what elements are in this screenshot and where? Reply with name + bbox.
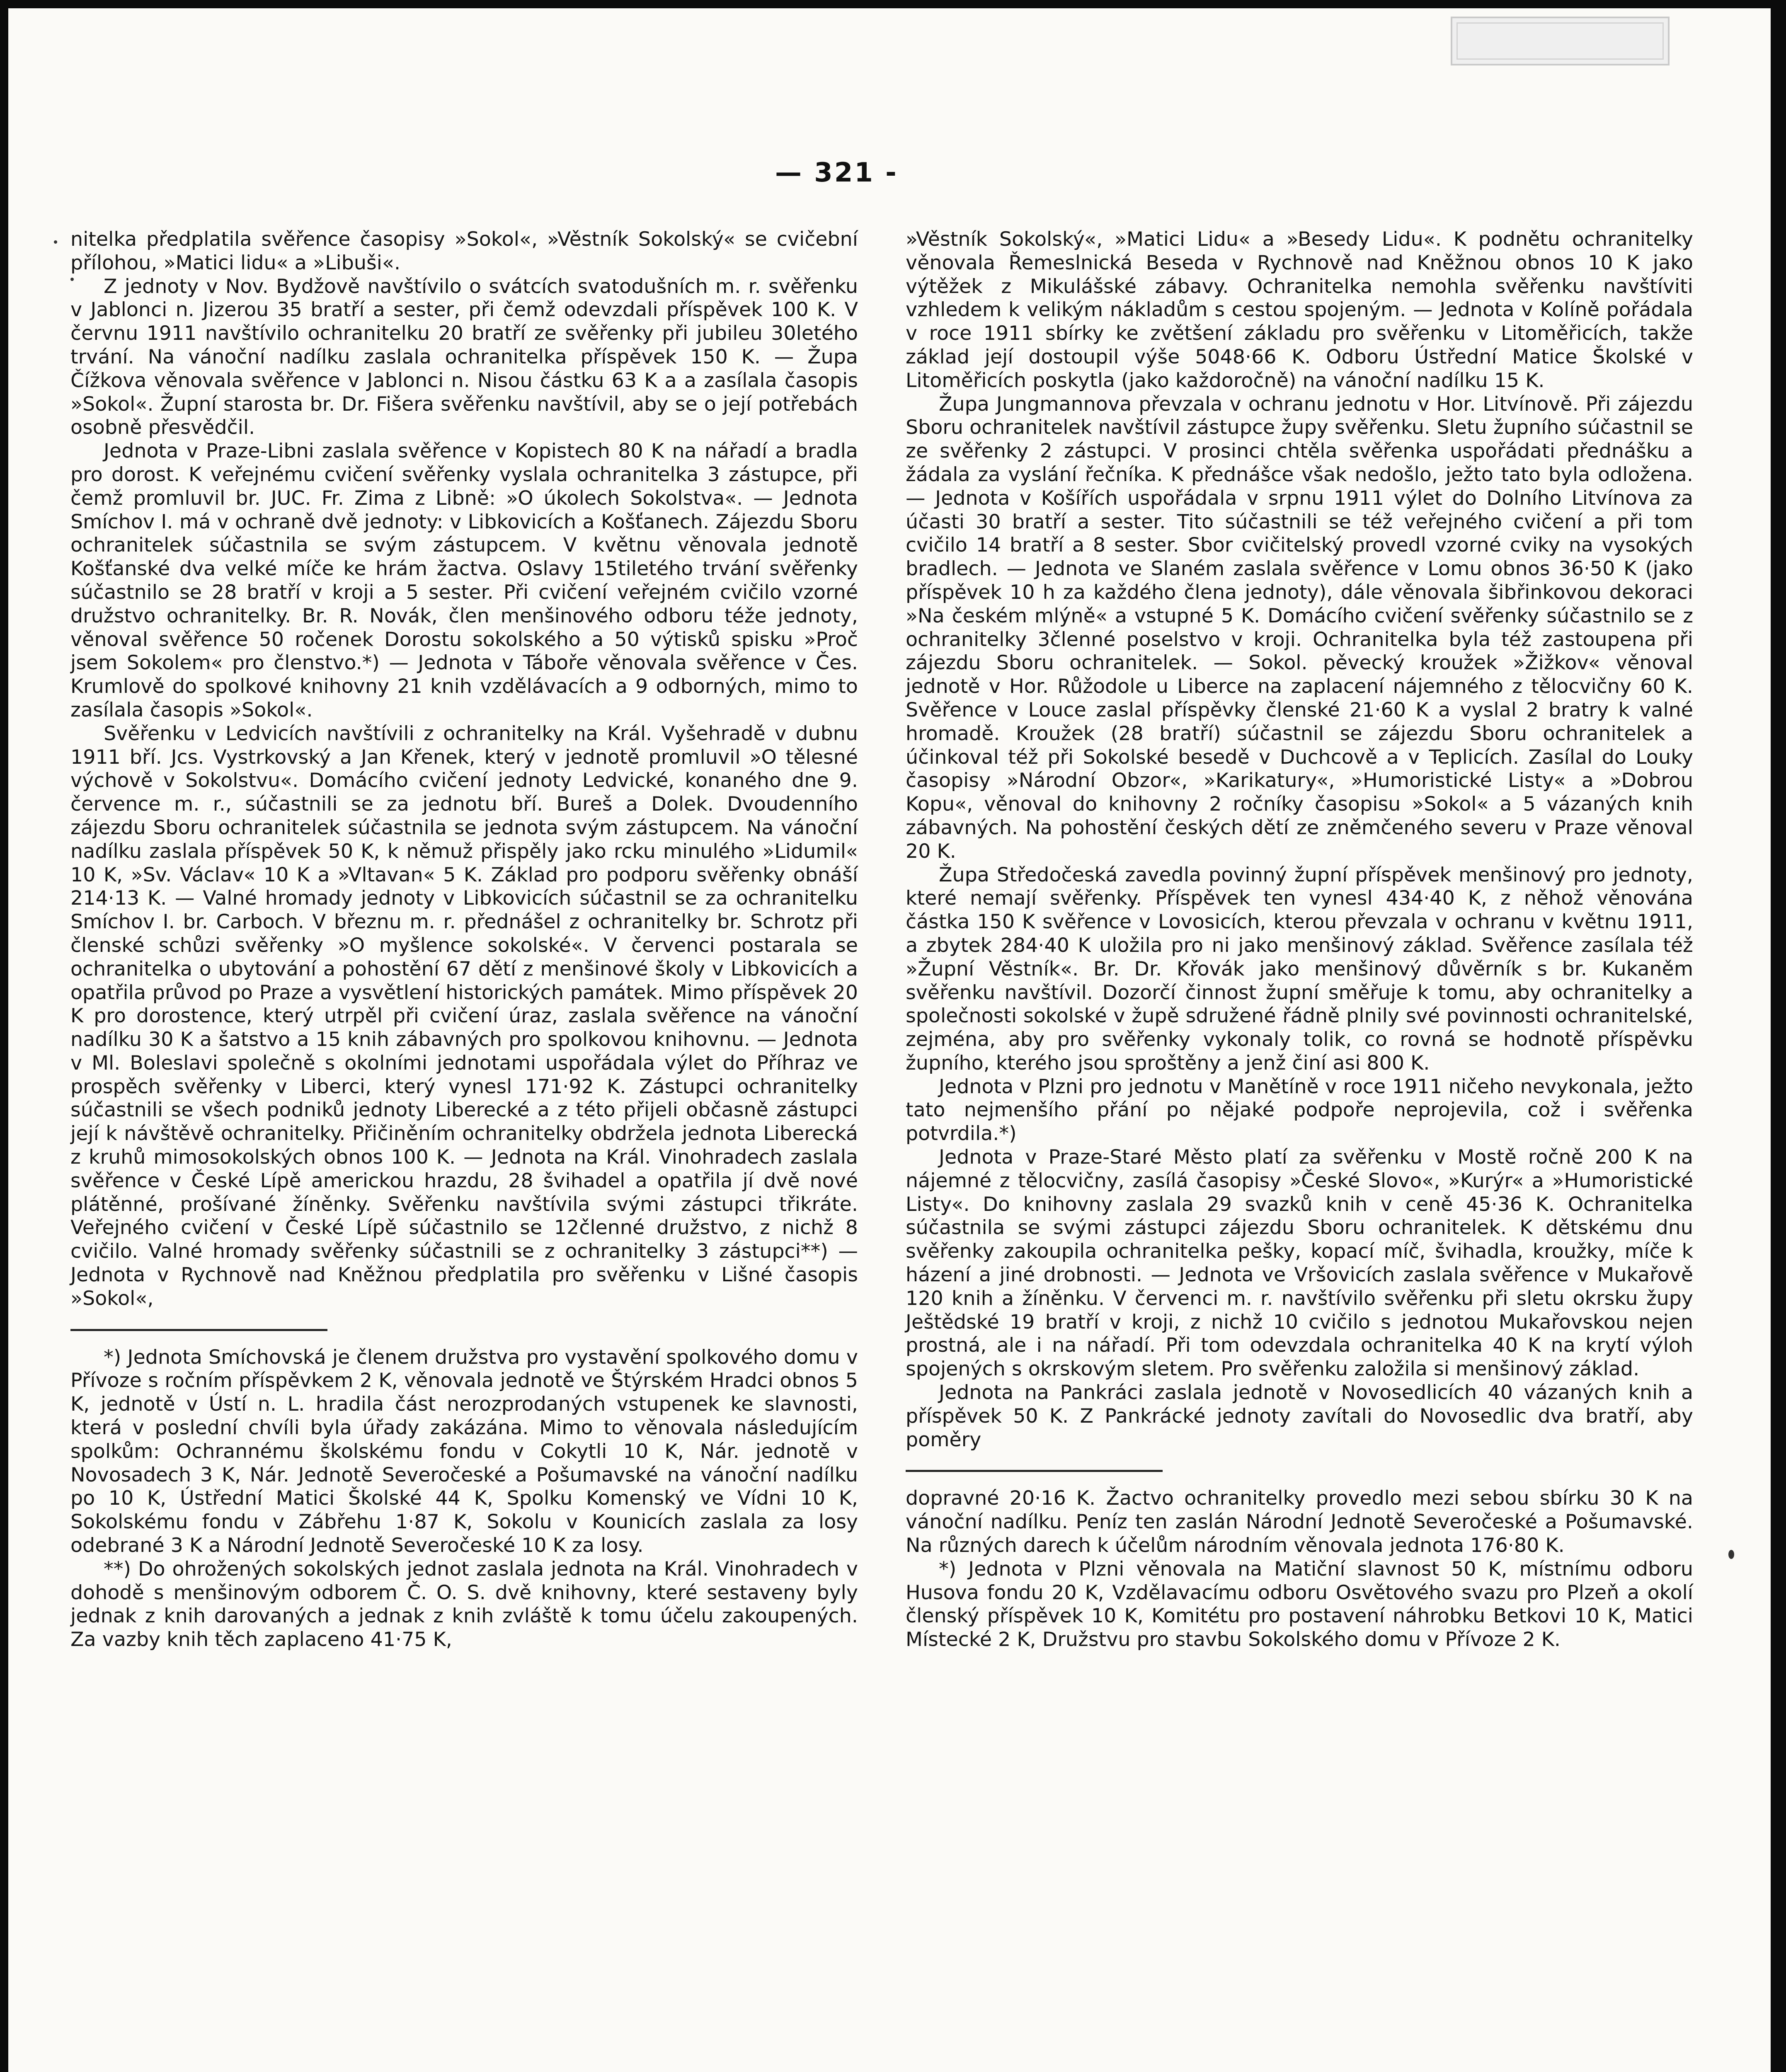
footnote-rule: [70, 1329, 327, 1331]
paragraph: Jednota na Pankráci zaslala jednotě v Novosedlicích 40 vázaných knih a příspěvek 50 K. Z Pankrácké jednoty zavítali do Novosedlic dva bratří, aby poměry: [906, 1381, 1693, 1451]
margin-mark: [54, 240, 57, 244]
paragraph: »Věstník Sokolský«, »Matici Lidu« a »Besedy Lidu«. K podnětu ochranitelky věnovala Řemeslnická Beseda v Rychnově nad Kněžnou obnos 10 K jako výtěžek z Mikulášské zábavy. Ochranitelka nemohla svěřenku navštíviti vzhledem k velikým nákladům s cestou spojeným. — Jednota v Kolíně pořádala v roce 1911 sbírky ke zvětšení základu pro svěřenku v Litoměřicích, takže základ její dostoupil výše 5048·66 K. Odboru Ústřední Matice Školské v Litoměřicích poskytla (jako každoročně) na vánoční nadílku 15 K.: [906, 228, 1693, 392]
paragraph: Jednota v Plzni pro jednotu v Manětíně v roce 1911 ničeho nevykonala, ježto tato nejmenšího přání po nějaké podpoře neprojevila, což i svěřenka potvrdila.*): [906, 1075, 1693, 1145]
paragraph: Z jednoty v Nov. Bydžově navštívilo o svátcích svatodušních m. r. svěřenku v Jablonci n. Jizerou 35 bratří a sester, při čemž odevzdali příspěvek 100 K. V červnu 1911 navštívilo ochranitelku 20 bratří ze svěřenky při jubileu 30letého trvání. Na vánoční nadílku zaslala ochranitelka příspěvek 150 K. — Župa Čížkova věnovala svěřence v Jablonci n. Nisou částku 63 K a a zasílala časopis »Sokol«. Župní starosta br. Dr. Fišera svěřenku navštívil, aby se o její potřebách osobně přesvědčil.: [70, 275, 858, 439]
footnote: **) Do ohrožených sokolských jednot zaslala jednota na Král. Vinohradech v dohodě s menšinovým odborem Č. O. S. dvě knihovny, které sestaveny byly jednak z knih darovaných a jednak z knih zvláště k tomu účelu zakoupených. Za vazby knih těch zaplaceno 41·75 K,: [70, 1557, 858, 1651]
page-number: — 321 -: [775, 157, 898, 188]
right-footnotes: [906, 1487, 1693, 1652]
library-stamp: [1451, 17, 1670, 65]
paragraph: Župa Jungmannova převzala v ochranu jednotu v Hor. Litvínově. Při zájezdu Sboru ochranitelek navštívil zástupce župy svěřenku. Sletu župního súčastnil se ze svěřenky 2 zástupci. V prosinci chtěla svěřenka uspořádati přednášku a žádala za vyslání řečníka. K přednášce však nedošlo, ježto tato byla odložena. — Jednota v Košířích uspořádala v srpnu 1911 výlet do Dolního Litvínova za účasti 30 bratří a sester. Tito súčastnili se též veřejného cvičení a při tom cvičilo 14 bratří a 8 sester. Sbor cvičitelský provedl vzorné cviky na vysokých bradlech. — Jednota ve Slaném zaslala svěřence v Lomu obnos 36·50 K (jako příspěvek 10 h za každého člena jednoty), dále věnovala šibřinkovou dekoraci »Na českém mlýně« a vstupné 5 K. Domácího cvičení svěřenky súčastnilo se z ochranitelky 3členné poselstvo v kroji. Ochranitelka byla též zastoupena při zájezdu Sboru ochranitelek. — Sokol. pěvecký kroužek »Žižkov« věnoval jednotě v Hor. Růžodole u Liberce na zaplacení nájemného z tělocvičny 60 K. Svěřence v Louce zaslal příspěvky členské 21·60 K a vyslal 2 bratry k valné hromadě. Kroužek (28 bratří) súčastnil se zájezdu Sboru ochranitelek a účinkoval též při Sokolské besedě v Duchcově a v Teplicích. Zasílal do Louky časopisy »Národní Obzor«, »Karikatury«, »Humoristické Listy« a »Dobrou Kopu«, věnoval do knihovny 2 ročníky časopisu »Sokol« a 5 vázaných knih zábavných. Na pohostění českých dětí ze zněmčeného severu v Praze věnoval 20 K.: [906, 392, 1693, 863]
paragraph: Jednota v Praze-Libni zaslala svěřence v Kopistech 80 K na nářadí a bradla pro dorost. K veřejnému cvičení svěřenky vyslala ochranitelka 3 zástupce, při čemž promluvil br. JUC. Fr. Zima z Libně: »O úkolech Sokolstva«. — Jednota Smíchov I. má v ochraně dvě jednoty: v Libkovicích a Košťanech. Zájezdu Sboru ochranitelek súčastnila se svým zástupcem. V květnu věnovala jednotě Košťanské dva velké míče ke hrám žactva. Oslavy 15tiletého trvání svěřenky súčastnilo se 28 bratří v kroji a 5 sester. Při cvičení veřejném cvičilo vzorné družstvo ochranitelky. Br. R. Novák, člen menšinového odboru téže jednoty, věnoval svěřence 50 ročenek Dorostu sokolského a 50 výtisků spisku »Proč jsem Sokolem« pro členstvo.*) — Jednota v Táboře věnovala svěřence v Čes. Krumlově do spolkové knihovny 21 knih vzdělávacích a 9 odborných, mimo to zasílala časopis »Sokol«.: [70, 440, 858, 721]
paragraph: Svěřenku v Ledvicích navštívili z ochranitelky na Král. Vyšehradě v dubnu 1911 bří. Jcs. Vystrkovský a Jan Křenek, který v jednotě promluvil »O tělesné výchově v Sokolstvu«. Domácího cvičení jednoty Ledvické, konaného dne 9. července m. r., súčastnili se za jednotu bří. Bureš a Dolek. Dvoudenního zájezdu Sboru ochranitelek súčastnila se jednota svým zástupcem. Na vánoční nadílku zaslala příspěvek 50 K, k němuž přispěly jako rcku minulého »Lidumil« 10 K, »Sv. Václav« 10 K a »Vltavan« 5 K. Základ pro podporu svěřenky obnáší 214·13 K. — Valné hromady jednoty v Libkovicích súčastnil se za ochranitelku Smíchov I. br. Carboch. V březnu m. r. přednášel z ochranitelky br. Schrotz při členské schůzi svěřenky »O myšlence sokolské«. V červenci postarala se ochranitelka o ubytování a pohostění 67 dětí z menšinové školy v Libkovicích a opatřila průvod po Praze a vysvětlení historických památek. Mimo příspěvek 20 K pro dorostence, který utrpěl při cvičení úraz, zaslala svěřence na vánoční nadílku 30 K a šatstvo a 15 knih zábavných pro spolkovou knihovnu. — Jednota v Ml. Boleslavi společně s okolními jednotami uspořádala výlet do Příhraz ve prospěch svěřenky v Liberci, který vynesl 171·92 K. Zástupci ochranitelky súčastnili se všech podniků jednoty Liberecké a z této přijeli občasně zástupci její k návštěvě ochranitelky. Přičiněním ochranitelky obdržela jednota Liberecká z kruhů mimosokolských obnos 100 K. — Jednota na Král. Vinohradech zaslala svěřence v České Lípě americkou hrazdu, 28 švihadel a opatřila jí dvě nové plátěnné, prošívané žíněnky. Svěřenku navštívila svými zástupci třikráte. Veřejného cvičení v České Lípě súčastnilo se 12členné družstvo, z nichž 8 cvičilo. Valné hromady svěřenky súčastnili se z ochranitelky 3 zástupci**) — Jednota v Rychnově nad Kněžnou předplatila pro svěřenku v Lišné časopis »Sokol«,: [70, 722, 858, 1310]
right-column: [906, 228, 1693, 1652]
binding-hole: [1728, 1550, 1734, 1559]
paragraph: Jednota v Praze-Staré Město platí za svěřenku v Mostě ročně 200 K na nájemné z tělocvičny, zasílá časopisy »České Slovo«, »Kurýr« a »Humoristické Listy«. Do knihovny zaslala 29 svazků knih v ceně 45·36 K. Ochranitelka súčastnila se svými zástupci zájezdu Sboru ochranitelek. K dětskému dnu svěřenky zakoupila ochranitelka pešky, kopací míč, švihadla, kroužky, míče k házení a jiné drobnosti. — Jednota ve Vršovicích zaslala svěřence v Mukařově 120 knih a žíněnku. V červenci m. r. navštívilo svěřenku při sletu okrsku župy Ještědské 19 bratří v kroji, z nichž 10 cvičilo s jednotou Mukařovskou nejen prostná, ale i na nářadí. Při tom odevzdala ochranitelka 40 K na krytí výloh spojených s okrskovým sletem. Pro svěřenku založila si menšinový základ.: [906, 1146, 1693, 1381]
footnote: *) Jednota v Plzni věnovala na Matiční slavnost 50 K, místnímu odboru Husova fondu 20 K, Vzdělavacímu odboru Osvětového svazu pro Plzeň a okolí členský příspěvek 10 K, Komitétu pro postavení náhrobku Betkovi 10 K, Matici Místecké 2 K, Družstvu pro stavbu Sokolského domu v Přívoze 2 K.: [906, 1557, 1693, 1651]
left-column: [70, 228, 858, 1652]
footnote-rule: [906, 1470, 1163, 1472]
scanned-page: [8, 8, 1771, 2072]
paragraph: nitelka předplatila svěřence časopisy »Sokol«, »Věstník Sokolský« se cvičební přílohou, »Matici lidu« a »Libuši«.: [70, 228, 858, 274]
left-footnotes: [70, 1346, 858, 1652]
paragraph: Župa Středočeská zavedla povinný župní příspěvek menšinový pro jednoty, které nemají svěřenky. Příspěvek ten vynesl 434·40 K, z něhož věnována částka 150 K svěřence v Lovosicích, kterou převzala v ochranu v květnu 1911, a zbytek 284·40 K uložila pro ni jako menšinový základ. Svěřence zasílala též »Župní Věstník«. Br. Dr. Křovák jako menšinový důvěrník s br. Kukaněm svěřenku navštívil. Dozorčí činnost župní směřuje k tomu, aby ochranitelky a společnosti sokolské v župě sdružené řádně plnily své povinnosti ochranitelské, zejména, aby pro svěřenky vykonaly tolik, co rovná se hodnotě příspěvku župního, kterého jsou sproštěny a jenž činí asi 800 K.: [906, 863, 1693, 1075]
footnote: dopravné 20·16 K. Žactvo ochranitelky provedlo mezi sebou sbírku 30 K na vánoční nadílku. Peníz ten zaslán Národní Jednotě Severočeské a Pošumavské. Na různých darech k účelům národním věnovala jednota 176·80 K.: [906, 1487, 1693, 1557]
footnote: *) Jednota Smíchovská je členem družstva pro vystavění spolkového domu v Přívoze s ročním příspěvkem 2 K, věnovala jednotě ve Štýrském Hradci obnos 5 K, jednotě v Ústí n. L. hradila část nerozprodaných vstupenek ke slavnosti, která v poslední chvíli byla úřady zakázána. Mimo to věnovala následujícím spolkům: Ochrannému školskému fondu v Cokytli 10 K, Nár. jednotě v Novosadech 3 K, Nár. Jednotě Severočeské a Pošumavské na vánoční nadílku po 10 K, Ústřední Matici Školské 44 K, Spolku Komenský ve Vídni 10 K, Sokolskému fondu v Zábřehu 1·87 K, Sokolu v Kounicích zaslala za losy odebrané 3 K a Národní Jednotě Severočeské 10 K za losy.: [70, 1346, 858, 1557]
